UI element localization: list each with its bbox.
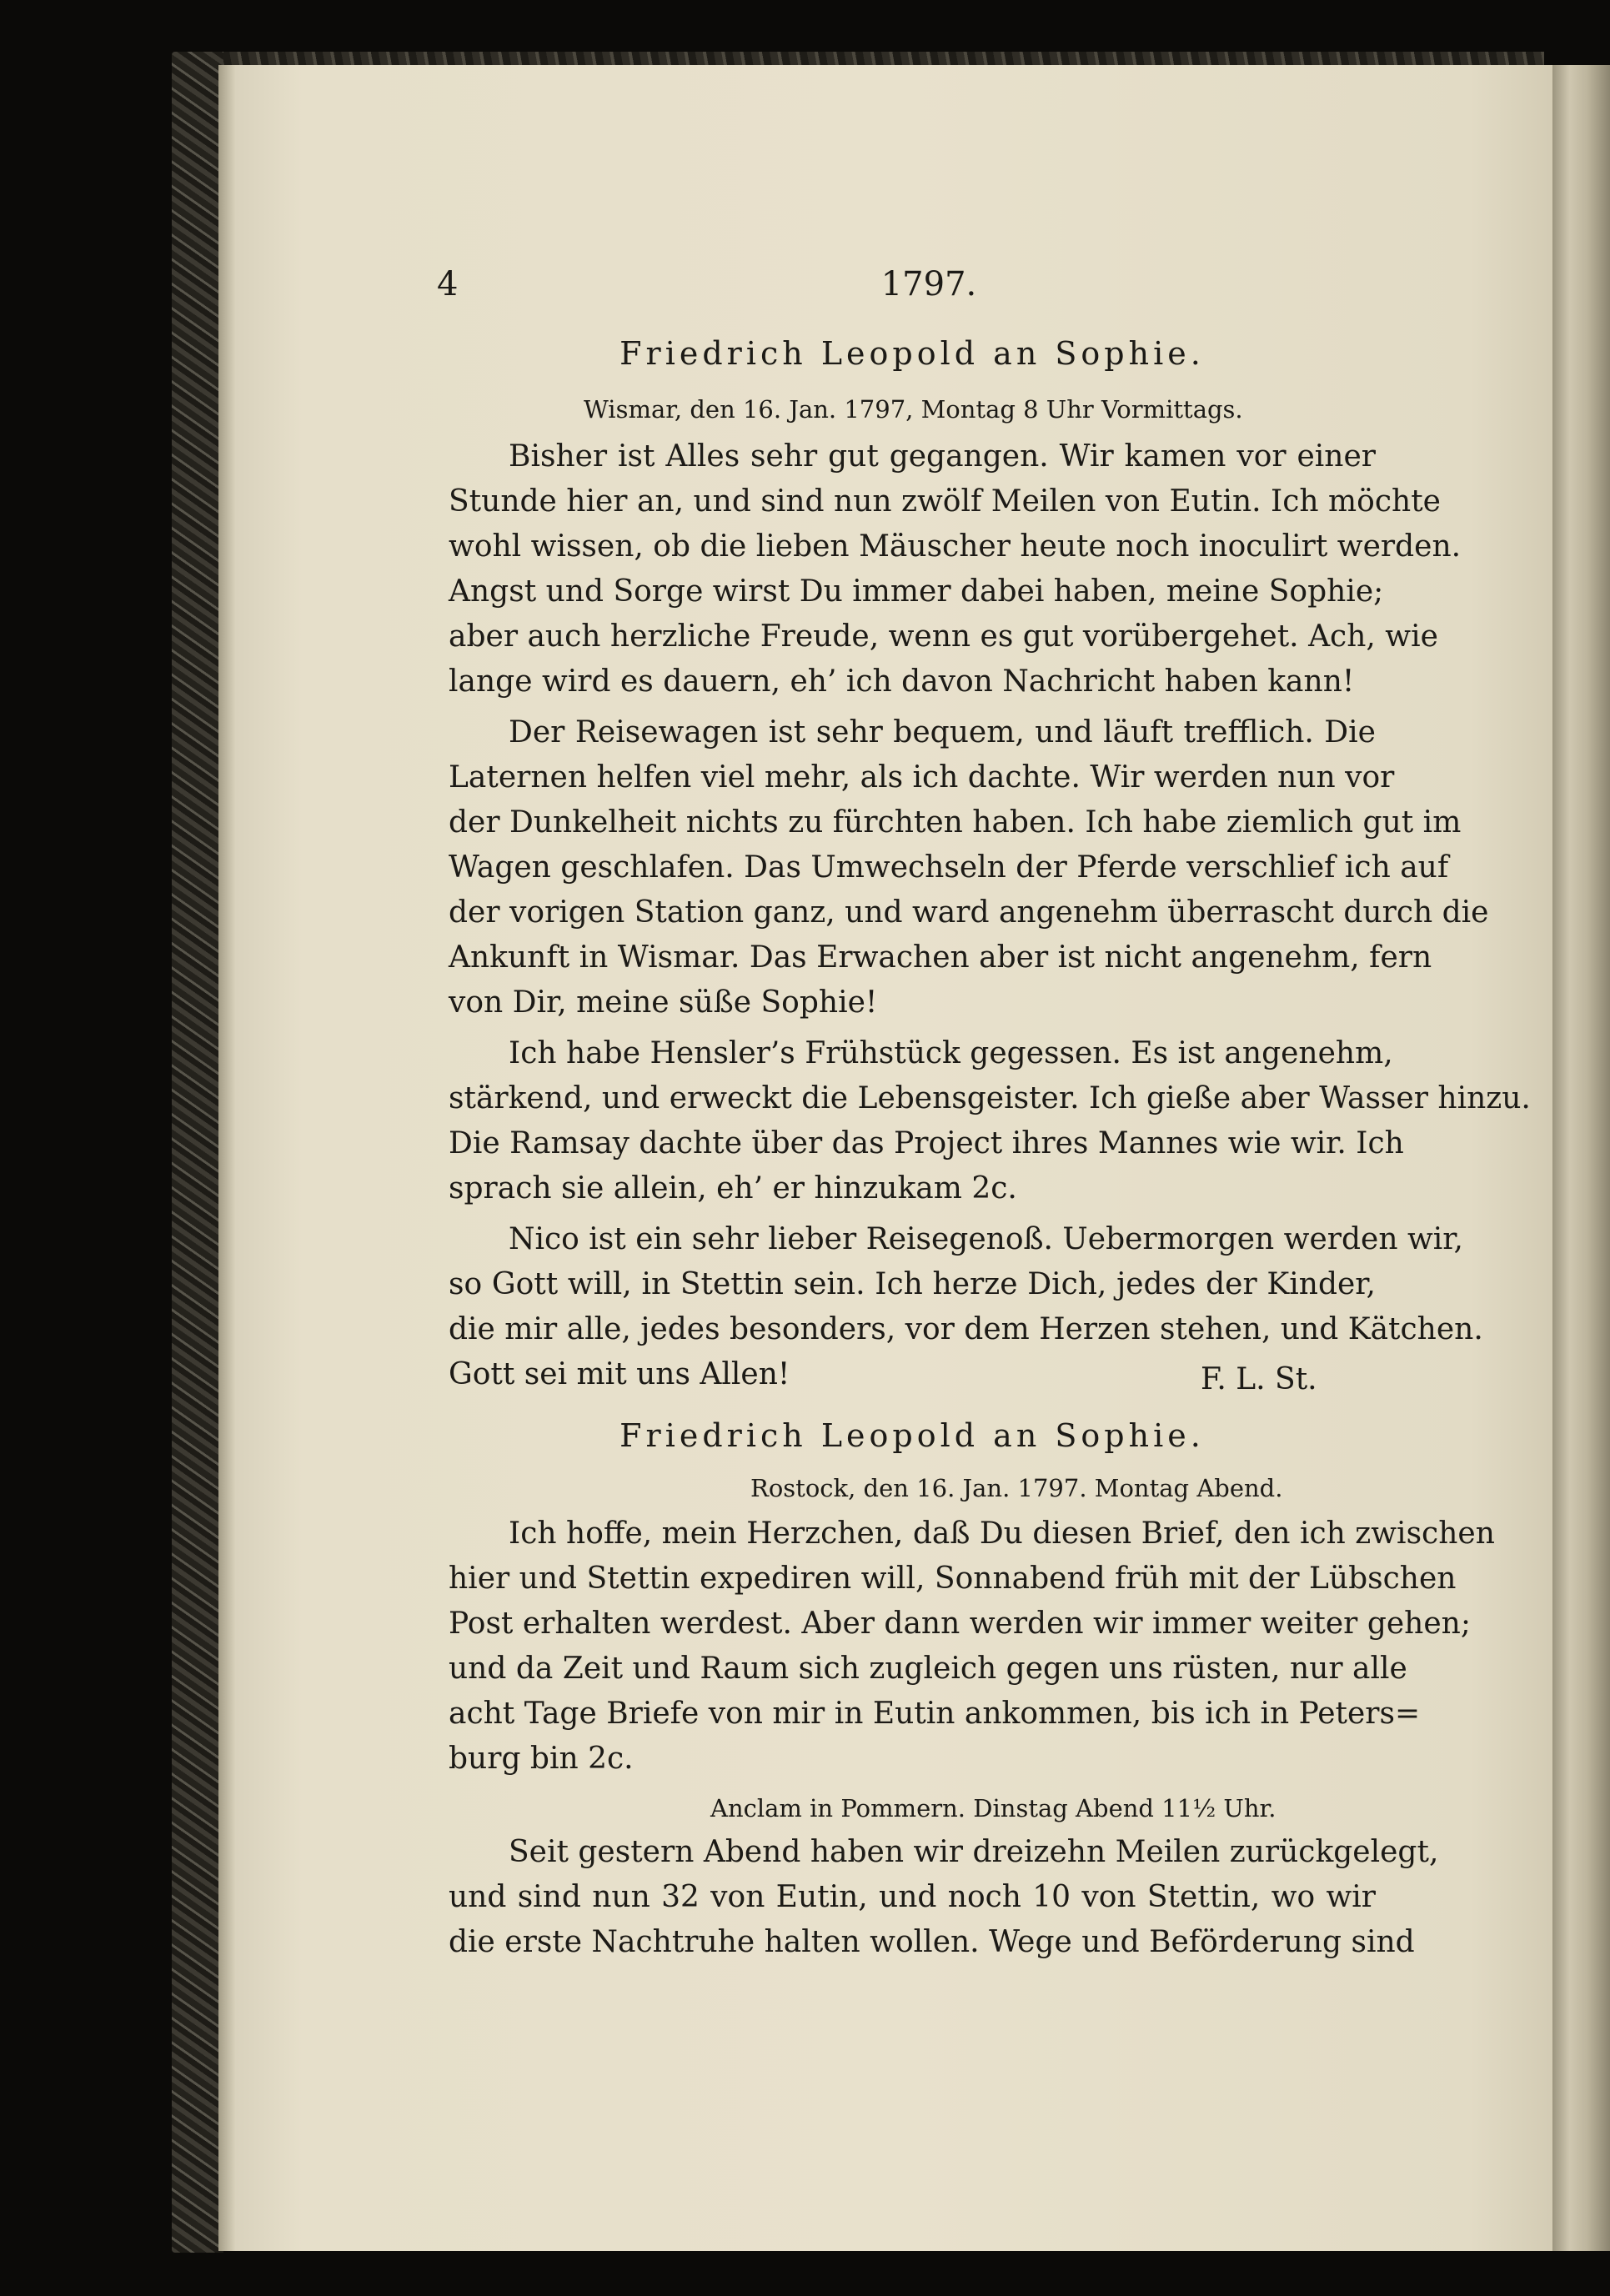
text-line: stärkend, und erweckt die Lebensgeister. Ich gieße aber Wasser hinzu. [449,1081,1531,1115]
text-line: Seit gestern Abend haben wir dreizehn Meilen zurückgelegt, [509,1835,1439,1869]
page-number: 4 [437,265,459,303]
letter-dateline: Wismar, den 16. Jan. 1797, Montag 8 Uhr Vormittags. [584,395,1243,424]
text-line: Ich habe Hensler’s Frühstück gegessen. Es ist angenehm, [509,1036,1393,1070]
text-line: Post erhalten werdest. Aber dann werden wir immer weiter gehen; [449,1607,1471,1641]
text-line: wohl wissen, ob die lieben Mäuscher heute noch inoculirt werden. [449,529,1462,564]
text-line: Nico ist ein sehr lieber Reisegenoß. Uebermorgen werden wir, [509,1222,1463,1256]
text-line: Angst und Sorge wirst Du immer dabei haben, meine Sophie; [449,574,1384,609]
text-line: lange wird es dauern, eh’ ich davon Nachricht haben kann! [449,664,1355,699]
letter-heading: Friedrich Leopold an Sophie. [619,335,1205,372]
text-line: sprach sie allein, eh’ er hinzukam 2c. [449,1171,1017,1206]
text-line: und sind nun 32 von Eutin, und noch 10 von Stettin, wo wir [449,1880,1376,1914]
running-head [437,265,1379,307]
text-line: so Gott will, in Stettin sein. Ich herze Dich, jedes der Kinder, [449,1267,1376,1301]
text-line: Ich hoffe, mein Herzchen, daß Du diesen Brief, den ich zwischen [509,1516,1495,1551]
text-line: der vorigen Station ganz, und ward angenehm überrascht durch die [449,895,1489,930]
text-line: die mir alle, jedes besonders, vor dem Herzen stehen, und Kätchen. [449,1312,1483,1346]
text-line: Ankunft in Wismar. Das Erwachen aber ist nicht angenehm, fern [449,940,1432,975]
letter-signature: F. L. St. [1201,1362,1317,1396]
running-year: 1797. [880,265,977,303]
page-gutter [218,65,235,2251]
text-line: Wagen geschlafen. Das Umwechseln der Pferde verschlief ich auf [449,850,1449,885]
text-line: aber auch herzliche Freude, wenn es gut vorübergehet. Ach, wie [449,619,1438,654]
text-line: Die Ramsay dachte über das Project ihres Mannes wie wir. Ich [449,1126,1404,1161]
text-line: von Dir, meine süße Sophie! [449,985,878,1020]
text-line: Gott sei mit uns Allen! [449,1357,790,1391]
text-line: die erste Nachtruhe halten wollen. Wege und Beförderung sind [449,1925,1415,1959]
text-line: Bisher ist Alles sehr gut gegangen. Wir kamen vor einer [509,439,1376,474]
marbled-cover-edge [172,52,223,2253]
text-line: Laternen helfen viel mehr, als ich dachte. Wir werden nun vor [449,760,1395,795]
text-line: Der Reisewagen ist sehr bequem, und läuft trefflich. Die [509,715,1376,749]
text-line: hier und Stettin expediren will, Sonnabend früh mit der Lübschen [449,1562,1457,1596]
text-line: Stunde hier an, und sind nun zwölf Meilen von Eutin. Ich möchte [449,484,1441,519]
letter-dateline: Rostock, den 16. Jan. 1797. Montag Abend. [750,1474,1283,1502]
text-line: der Dunkelheit nichts zu fürchten haben. Ich habe ziemlich gut im [449,805,1462,840]
text-line: burg bin 2c. [449,1742,634,1776]
page-stack-edge [1552,65,1610,2251]
letter-heading: Friedrich Leopold an Sophie. [619,1417,1205,1454]
text-line: acht Tage Briefe von mir in Eutin ankommen, bis ich in Peters= [449,1697,1421,1731]
text-line: und da Zeit und Raum sich zugleich gegen uns rüsten, nur alle [449,1652,1407,1686]
letter-dateline: Anclam in Pommern. Dinstag Abend 11½ Uhr. [710,1794,1276,1822]
